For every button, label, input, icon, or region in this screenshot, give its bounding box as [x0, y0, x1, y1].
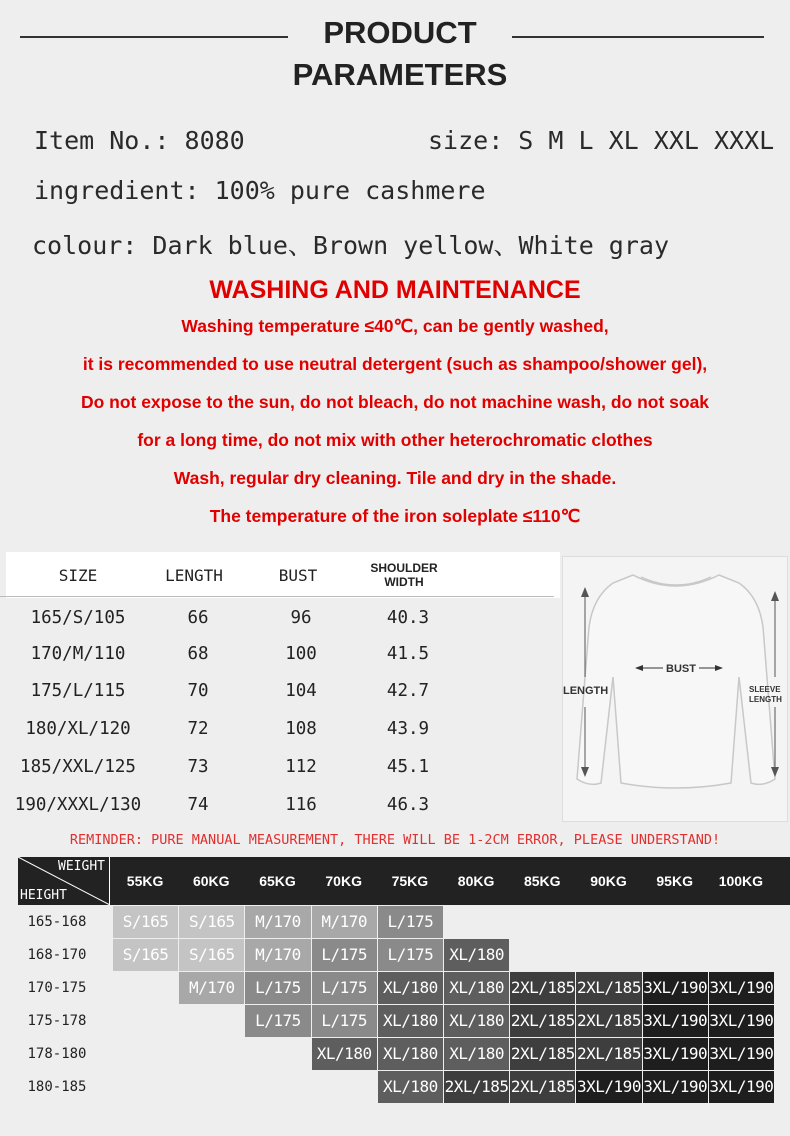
size-recommendation-cell: L/175 [378, 939, 443, 971]
size-recommendation-cell: XL/180 [444, 939, 509, 971]
shoulder-width-cell: 46.3 [386, 795, 430, 815]
length-cell: 73 [187, 757, 209, 777]
corner-height-label: HEIGHT [20, 888, 67, 903]
bust-cell: 104 [285, 681, 317, 701]
washing-line: Washing temperature ≤40℃, can be gently washed, [181, 316, 609, 336]
size-cell: 170/M/110 [30, 644, 126, 664]
weight-header-cell: 90KG [590, 873, 627, 889]
size-recommendation-cell: L/175 [312, 939, 377, 971]
washing-line: The temperature of the iron soleplate ≤110℃ [209, 506, 581, 526]
garment-diagram [562, 556, 788, 822]
weight-header-cell: 65KG [259, 873, 296, 889]
size-recommendation-cell: S/165 [113, 906, 178, 938]
size-recommendation-cell: 3XL/190 [643, 972, 708, 1004]
page-title [288, 12, 512, 96]
washing-line: it is recommended to use neutral detergent (such as shampoo/shower gel), [82, 354, 708, 374]
size-recommendation-cell: M/170 [245, 939, 310, 971]
length-cell: 72 [187, 719, 209, 739]
weight-header-cell: 100KG [718, 873, 764, 889]
size-recommendation-cell: 3XL/190 [643, 1038, 708, 1070]
size-table-divider [0, 596, 554, 597]
size-recommendation-cell: XL/180 [444, 972, 509, 1004]
size-recommendation-cell: XL/180 [378, 1071, 443, 1103]
size-recommendation-cell: XL/180 [444, 1038, 509, 1070]
size-cell: 185/XXL/125 [20, 757, 136, 777]
bust-cell: 116 [285, 795, 317, 815]
weight-header-cell: 75KG [391, 873, 429, 889]
washing-title: WASHING AND MAINTENANCE [209, 276, 581, 304]
size-recommendation-cell: L/175 [245, 1005, 310, 1037]
size-recommendation-cell: M/170 [312, 906, 377, 938]
weight-header-cell: 55KG [126, 873, 164, 889]
header-shoulder-width: SHOULDER WIDTH [370, 561, 438, 589]
title-divider-left [20, 36, 288, 38]
size-recommendation-cell: XL/180 [312, 1038, 377, 1070]
size-recommendation-cell: 2XL/185 [510, 1071, 575, 1103]
shoulder-width-cell: 40.3 [386, 608, 430, 628]
size-recommendation-cell: L/175 [378, 906, 443, 938]
weight-height-table [18, 857, 790, 1105]
size-recommendation-cell: M/170 [179, 972, 244, 1004]
sweater-illustration [563, 557, 789, 823]
height-row-label: 178-180 [27, 1046, 87, 1062]
size-cell: 165/S/105 [30, 608, 126, 628]
ingredient: ingredient: 100% pure cashmere [34, 176, 486, 205]
reminder-note: REMINDER: PURE MANUAL MEASUREMENT, THERE WILL BE 1-2CM ERROR, PLEASE UNDERSTAND! [69, 832, 721, 848]
size-table-header [6, 552, 560, 598]
size-list: size: S M L XL XXL XXXL [428, 126, 775, 155]
size-recommendation-cell: S/165 [179, 906, 244, 938]
weight-header-cell: 70KG [325, 873, 362, 889]
weight-header-cell: 95KG [656, 873, 693, 889]
size-cell: 190/XXXL/130 [14, 795, 142, 815]
weight-header-cell: 80KG [457, 873, 495, 889]
size-recommendation-cell: L/175 [312, 972, 377, 1004]
size-recommendation-cell: 3XL/190 [643, 1005, 708, 1037]
bust-cell: 100 [285, 644, 317, 664]
size-cell: 175/L/115 [30, 681, 126, 701]
size-recommendation-cell: XL/180 [378, 1038, 443, 1070]
corner-weight-label: WEIGHT [58, 859, 105, 874]
size-recommendation-cell: 3XL/190 [709, 1071, 774, 1103]
sleeve-label-2: LENGTH [749, 695, 782, 704]
size-recommendation-cell: 2XL/185 [576, 972, 641, 1004]
weight-header-cell: 85KG [523, 873, 561, 889]
shoulder-width-cell: 42.7 [386, 681, 430, 701]
length-cell: 74 [187, 795, 209, 815]
height-row-label: 170-175 [27, 980, 87, 996]
height-row-label: 165-168 [27, 914, 87, 930]
title-divider-right [512, 36, 764, 38]
size-recommendation-cell: XL/180 [378, 1005, 443, 1037]
size-recommendation-cell: 2XL/185 [510, 1038, 575, 1070]
size-recommendation-cell: 2XL/185 [510, 1005, 575, 1037]
height-row-label: 180-185 [27, 1079, 87, 1095]
size-recommendation-cell: XL/180 [378, 972, 443, 1004]
shoulder-width-cell: 43.9 [386, 719, 430, 739]
title-section [0, 0, 790, 100]
washing-line: Wash, regular dry cleaning. Tile and dry in the shade. [173, 468, 617, 488]
size-recommendation-cell: 2XL/185 [576, 1005, 641, 1037]
colour: colour: Dark blue、Brown yellow、White gray [32, 231, 669, 260]
weight-header-cell: 60KG [192, 873, 230, 889]
size-cell: 180/XL/120 [25, 719, 131, 739]
bust-cell: 112 [285, 757, 317, 777]
size-recommendation-cell: S/165 [179, 939, 244, 971]
size-recommendation-cell: L/175 [312, 1005, 377, 1037]
size-recommendation-cell: L/175 [245, 972, 310, 1004]
size-recommendation-cell: 3XL/190 [709, 1005, 774, 1037]
sleeve-label: SLEEVE [749, 685, 781, 694]
size-recommendation-cell: M/170 [245, 906, 310, 938]
washing-line: Do not expose to the sun, do not bleach, do not machine wash, do not soak [80, 392, 710, 412]
size-recommendation-cell: S/165 [113, 939, 178, 971]
title-line-2: PARAMETERS [292, 57, 508, 92]
title-line-1: PRODUCT [323, 15, 477, 50]
bust-cell: 96 [290, 608, 312, 628]
washing-line: for a long time, do not mix with other heterochromatic clothes [137, 430, 653, 450]
size-recommendation-cell: 2XL/185 [576, 1038, 641, 1070]
height-row-label: 168-170 [27, 947, 87, 963]
length-label: LENGTH [563, 685, 609, 697]
bust-label: BUST [666, 663, 696, 675]
size-recommendation-cell: 2XL/185 [510, 972, 575, 1004]
height-row-label: 175-178 [27, 1013, 87, 1029]
header-length: LENGTH [165, 565, 223, 585]
weight-header-row [18, 857, 790, 905]
shoulder-width-cell: 45.1 [386, 757, 430, 777]
size-recommendation-cell: 3XL/190 [576, 1071, 641, 1103]
size-recommendation-cell: XL/180 [444, 1005, 509, 1037]
size-recommendation-cell: 3XL/190 [709, 1038, 774, 1070]
size-recommendation-cell: 2XL/185 [444, 1071, 509, 1103]
size-recommendation-cell: 3XL/190 [709, 972, 774, 1004]
shoulder-width-cell: 41.5 [386, 644, 430, 664]
length-cell: 66 [187, 608, 209, 628]
length-cell: 70 [187, 681, 209, 701]
size-recommendation-cell: 3XL/190 [643, 1071, 708, 1103]
length-cell: 68 [187, 644, 209, 664]
bust-cell: 108 [285, 719, 317, 739]
table-corner [18, 857, 110, 905]
header-size: SIZE [58, 565, 98, 585]
header-bust: BUST [278, 565, 318, 585]
item-number: Item No.: 8080 [34, 126, 245, 155]
